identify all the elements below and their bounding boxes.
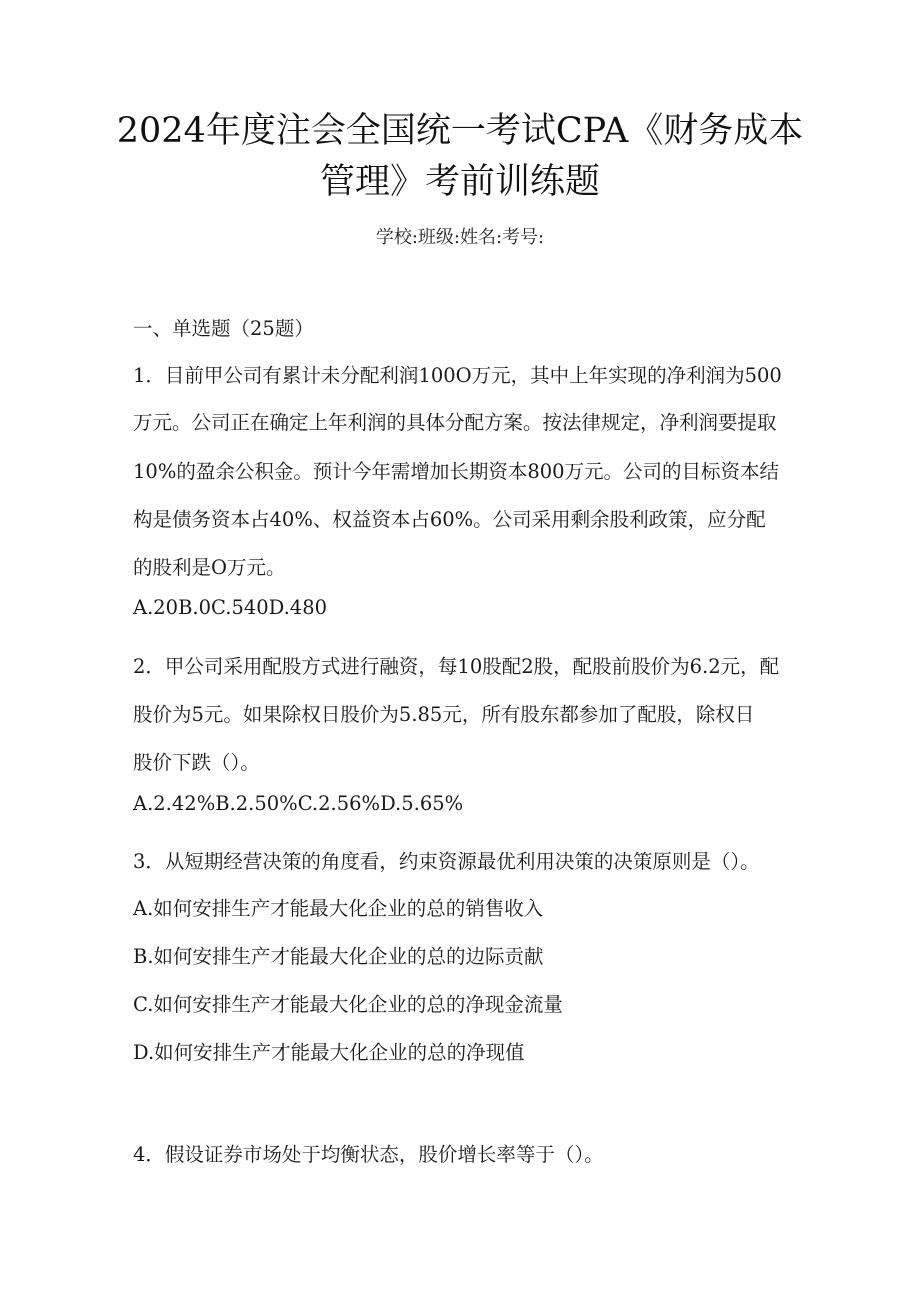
question-2-line-2: 股价为5元。如果除权日股价为5.85元，所有股东都参加了配股，除权日 [133,703,755,726]
question-3-option-d: D.如何安排生产才能最大化企业的总的净现值 [133,1041,525,1064]
question-2-line-3: 股价下跌（）。 [133,751,260,774]
question-3-line-1: 3．从短期经营决策的角度看，约束资源最优利用决策的决策原则是（）。 [133,850,760,873]
question-1-line-5: 的股利是O万元。 [133,556,286,579]
question-1-line-3: 10%的盈余公积金。预计今年需增加长期资本800万元。公司的目标资本结 [133,460,780,483]
question-1-line-1: 1．目前甲公司有累计未分配利润100O万元，其中上年实现的净利润为500 [133,364,782,387]
question-1-line-4: 构是债务资本占40%、权益资本占60%。公司采用剩余股利政策，应分配 [133,508,766,531]
question-3-option-b: B.如何安排生产才能最大化企业的总的边际贡献 [133,945,544,968]
section-heading: 一、单选题（25题） [133,317,314,340]
question-3-option-a: A.如何安排生产才能最大化企业的总的销售收入 [133,897,544,920]
document-title-line-2: 管理》考前训练题 [319,162,600,202]
question-2-options: A.2.42%B.2.50%C.2.56%D.5.65% [133,792,464,815]
question-4-line-1: 4．假设证券市场处于均衡状态，股价增长率等于（）。 [133,1143,604,1166]
student-info-line: 学校:班级:姓名:考号: [375,227,545,248]
question-3-option-c: C.如何安排生产才能最大化企业的总的净现金流量 [133,993,563,1016]
question-2-line-1: 2．甲公司采用配股方式进行融资，每10股配2股，配股前股价为6.2元，配 [133,655,780,678]
document-title-line-1: 2024年度注会全国统一考试CPA《财务成本 [116,111,804,151]
question-1-line-2: 万元。公司正在确定上年利润的具体分配方案。按法律规定，净利润要提取 [133,411,777,434]
question-1-options: A.20B.0C.540D.480 [133,596,328,619]
